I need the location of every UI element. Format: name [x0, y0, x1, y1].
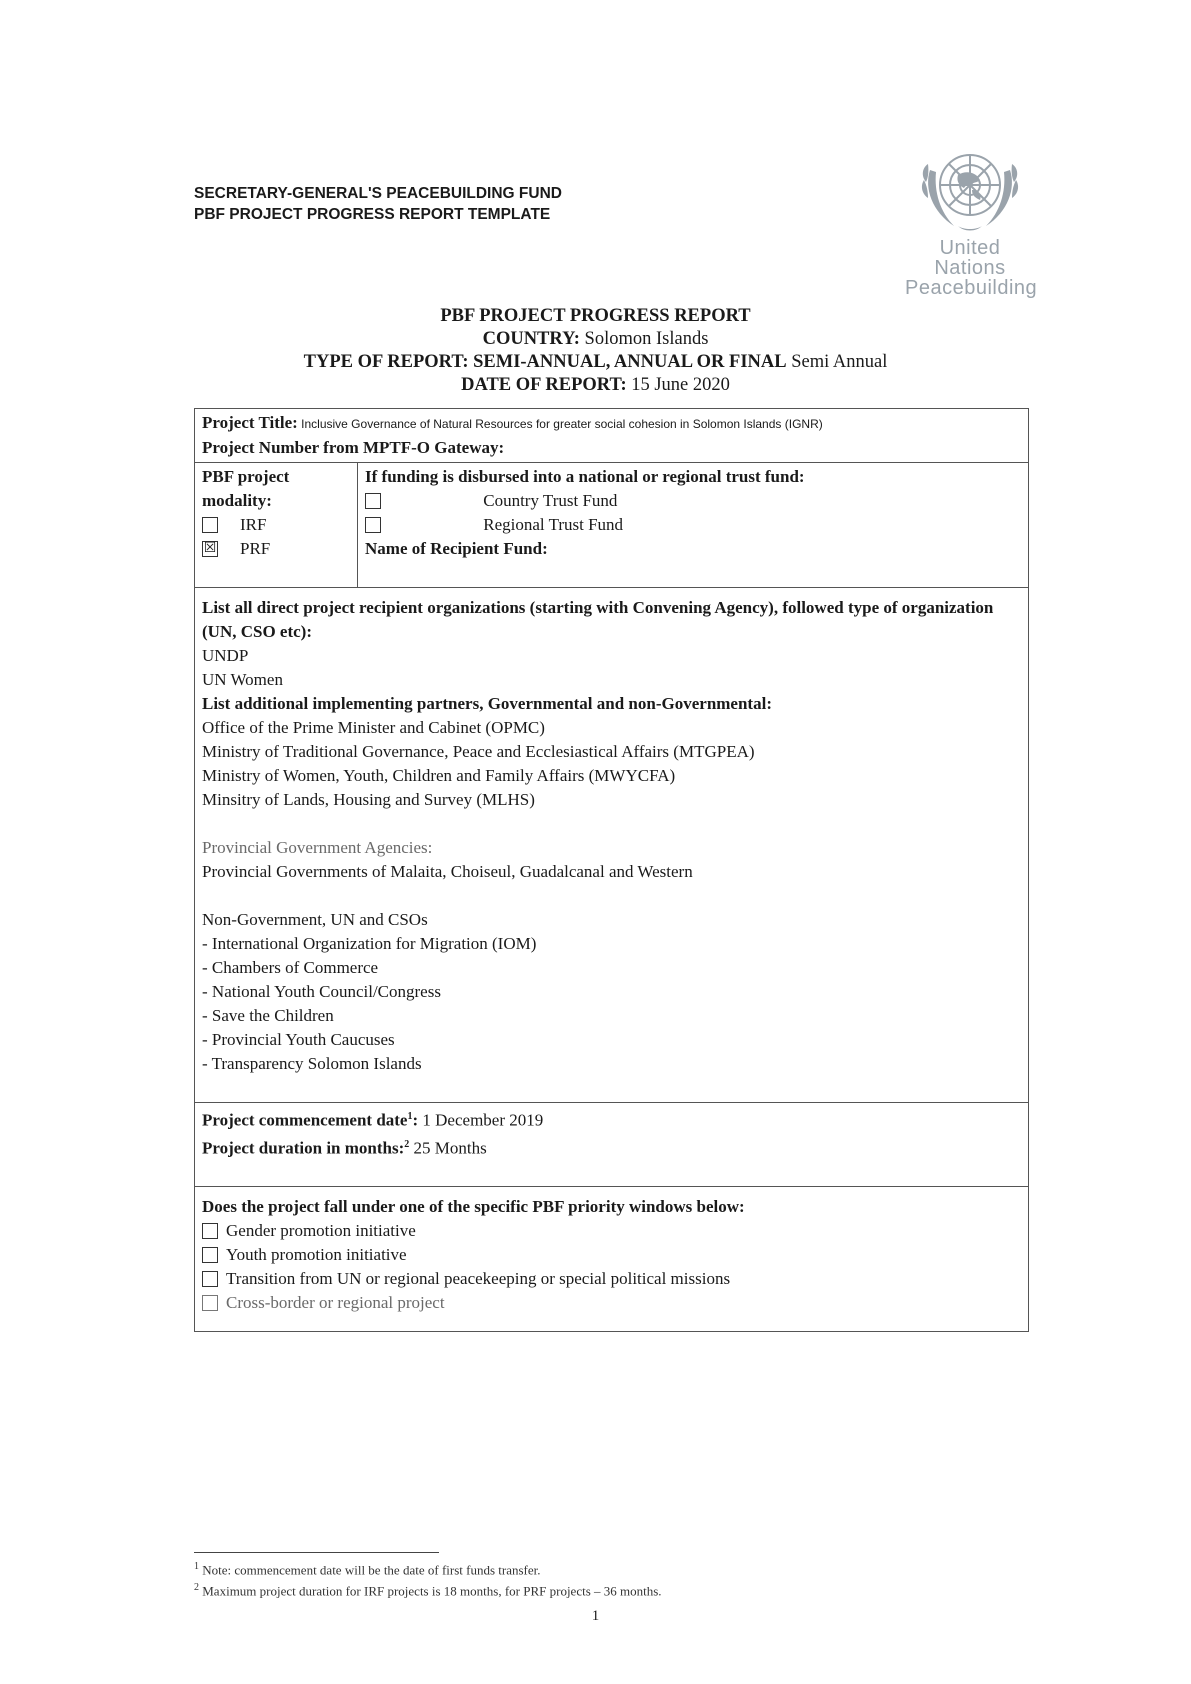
report-date-label: DATE OF REPORT: — [461, 375, 627, 395]
footnote-ref-1[interactable]: 1 — [407, 1111, 413, 1122]
checkbox-prf[interactable]: ☒ — [203, 540, 217, 556]
partner-item: Office of the Prime Minister and Cabinet (OPMC) — [202, 718, 545, 737]
modality-option-prf-label: PRF — [240, 539, 271, 558]
commencement-value: 1 December 2019 — [418, 1110, 544, 1130]
partner-item: Minsitry of Lands, Housing and Survey (MLHS) — [202, 790, 535, 809]
footnote-1 — [194, 1558, 662, 1579]
project-title-value: Inclusive Governance of Natural Resources for greater social cohesion in Solomon Islands (IGNR) — [297, 417, 823, 431]
report-type-line — [0, 351, 1191, 374]
project-title-row — [195, 409, 1029, 463]
window-option-label: Youth promotion initiative — [226, 1245, 407, 1265]
report-type-value: Semi Annual — [786, 352, 888, 372]
project-title-label: Project Title: — [202, 413, 298, 432]
provincial-governments: Provincial Governments of Malaita, Choiseul, Guadalcanal and Western — [202, 862, 693, 881]
header-line-2: PBF PROJECT PROGRESS REPORT TEMPLATE — [194, 206, 551, 223]
ngo-item: - National Youth Council/Congress — [202, 982, 441, 1001]
partner-item: Ministry of Women, Youth, Children and Family Affairs (MWYCFA) — [202, 766, 676, 785]
partner-item: Ministry of Traditional Governance, Peace and Ecclesiastical Affairs (MTGPEA) — [202, 742, 755, 761]
modality-label: PBF project modality: — [202, 467, 290, 510]
footnote-2 — [194, 1579, 662, 1600]
duration-value: 25 Months — [409, 1138, 487, 1158]
ngo-heading: Non-Government, UN and CSOs — [202, 910, 428, 929]
modality-option-irf[interactable] — [202, 513, 350, 537]
recipient-orgs-heading: List all direct project recipient organizations (starting with Convening Agency), followed type of organization (UN, CSO etc): — [202, 598, 994, 641]
report-type-label: TYPE OF REPORT: SEMI-ANNUAL, ANNUAL OR FINAL — [303, 352, 787, 372]
report-title-block — [0, 305, 1191, 397]
checkbox-regional-trust-fund[interactable] — [365, 517, 381, 533]
ngo-item: - International Organization for Migration (IOM) — [202, 934, 537, 953]
window-option-transition[interactable] — [202, 1267, 1021, 1291]
report-title: PBF PROJECT PROGRESS REPORT — [440, 306, 751, 326]
checkbox-country-trust-fund[interactable] — [365, 493, 381, 509]
duration-line — [202, 1133, 1021, 1161]
footnote-1-text: Note: commencement date will be the date of first funds transfer. — [199, 1562, 541, 1578]
modality-row — [195, 463, 1029, 588]
commencement-label: Project commencement date — [202, 1110, 408, 1130]
country-trust-fund-label: Country Trust Fund — [483, 491, 618, 510]
checkbox-cross-border[interactable] — [202, 1295, 218, 1311]
project-number-label: Project Number from MPTF-O Gateway: — [202, 438, 505, 457]
modality-option-prf[interactable] — [202, 537, 350, 561]
footnote-divider — [194, 1552, 439, 1553]
duration-label: Project duration in months: — [202, 1138, 405, 1158]
footnote-1-number: 1 — [194, 1561, 199, 1572]
dates-cell — [195, 1103, 1029, 1187]
trust-fund-cell — [358, 463, 1029, 588]
regional-trust-fund-label: Regional Trust Fund — [483, 515, 624, 534]
priority-windows-row — [195, 1187, 1029, 1332]
modality-spacer — [202, 561, 350, 585]
window-option-label: Cross-border or regional project — [226, 1293, 445, 1313]
checkbox-transition[interactable] — [202, 1271, 218, 1287]
logo-text-line-1: United Nations — [934, 237, 1006, 279]
project-title-cell — [195, 409, 1029, 463]
recipient-fund-label: Name of Recipient Fund: — [365, 539, 548, 558]
window-option-label: Gender promotion initiative — [226, 1221, 416, 1241]
report-header — [194, 183, 562, 225]
ngo-item: - Chambers of Commerce — [202, 958, 379, 977]
footnote-2-text: Maximum project duration for IRF projects is 18 months, for PRF projects – 36 months. — [199, 1583, 662, 1599]
trust-fund-label: If funding is disbursed into a national or regional trust fund: — [365, 467, 805, 486]
organizations-row — [195, 588, 1029, 1103]
checkbox-gender[interactable] — [202, 1223, 218, 1239]
window-option-label: Transition from UN or regional peacekeeping or special political missions — [226, 1269, 731, 1289]
checkbox-youth[interactable] — [202, 1247, 218, 1263]
partners-heading: List additional implementing partners, Governmental and non-Governmental: — [202, 694, 772, 713]
page-number: 1 — [591, 1608, 600, 1624]
footnotes — [194, 1558, 662, 1601]
modality-option-irf-label: IRF — [240, 515, 267, 534]
ngo-item: - Provincial Youth Caucuses — [202, 1030, 395, 1049]
recipient-org-item: UN Women — [202, 670, 283, 689]
organizations-cell — [195, 588, 1029, 1103]
checkbox-irf[interactable] — [202, 517, 218, 533]
trust-fund-spacer — [365, 561, 1021, 585]
project-title-line — [202, 411, 1021, 436]
ngo-item: - Transparency Solomon Islands — [202, 1054, 422, 1073]
logo-text-line-2: Peacebuilding — [905, 277, 1038, 299]
ngo-item: - Save the Children — [202, 1006, 334, 1025]
window-option-youth[interactable] — [202, 1243, 1021, 1267]
priority-windows-heading: Does the project fall under one of the specific PBF priority windows below: — [202, 1197, 745, 1217]
project-info-table — [194, 408, 1029, 1332]
dates-row — [195, 1103, 1029, 1187]
un-emblem-icon — [918, 140, 1022, 238]
footnote-ref-2[interactable]: 2 — [404, 1138, 410, 1150]
modality-cell — [195, 463, 358, 588]
recipient-org-item: UNDP — [202, 646, 249, 665]
provincial-heading: Provincial Government Agencies: — [202, 838, 433, 857]
trust-fund-option-country[interactable] — [365, 489, 1021, 513]
window-option-gender[interactable] — [202, 1219, 1021, 1243]
commencement-line: Project commencement date$^1$: 1 December 2019 — [202, 1110, 544, 1130]
report-date-line — [0, 374, 1191, 397]
report-date-value: 15 June 2020 — [626, 375, 730, 395]
country-line — [0, 328, 1191, 351]
un-peacebuilding-logo — [905, 140, 1038, 299]
priority-windows-cell — [195, 1187, 1029, 1332]
header-line-1: SECRETARY-GENERAL'S PEACEBUILDING FUND — [194, 185, 562, 202]
country-label: COUNTRY: — [482, 329, 580, 349]
trust-fund-option-regional[interactable] — [365, 513, 1021, 537]
footnote-2-number: 2 — [194, 1582, 199, 1594]
window-option-cross-border[interactable] — [202, 1291, 1021, 1315]
country-value: Solomon Islands — [579, 329, 709, 349]
